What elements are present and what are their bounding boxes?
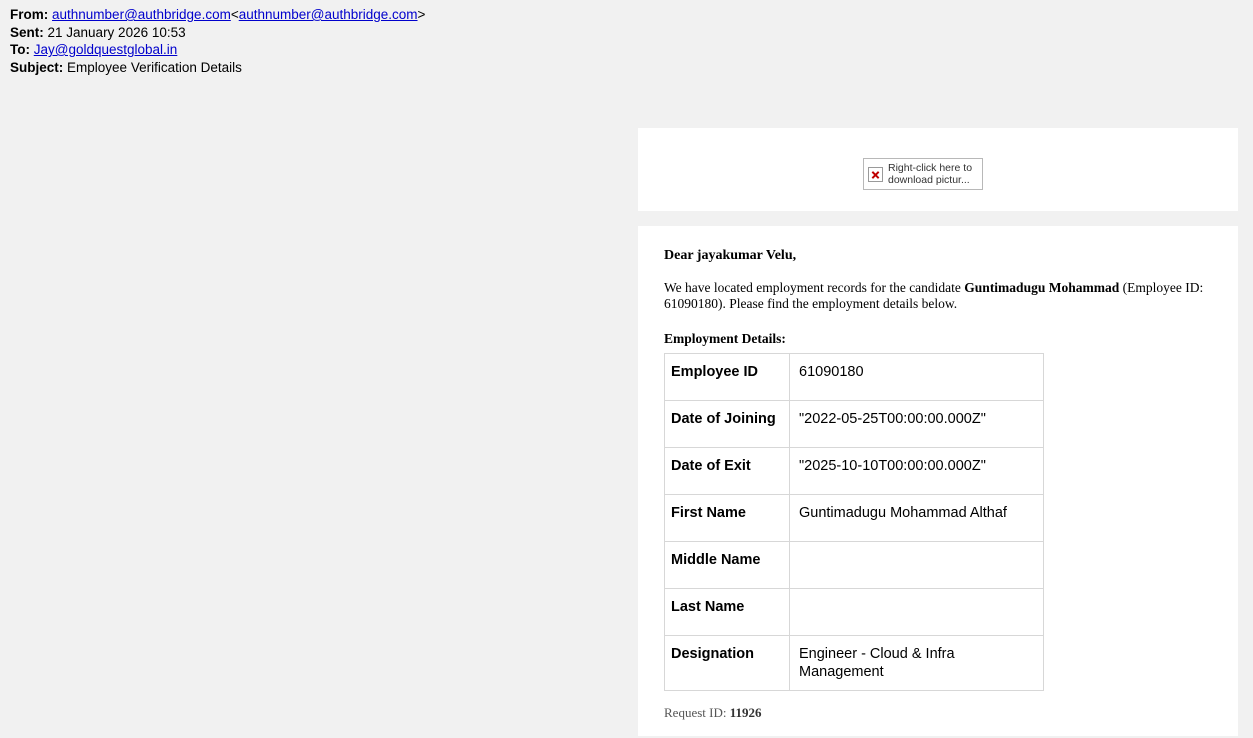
broken-image-icon: [868, 167, 883, 182]
intro-paragraph: [664, 280, 1209, 311]
email-subject-row: [10, 59, 1253, 77]
table-row: [665, 589, 1044, 636]
email-from-row: [10, 6, 1253, 24]
subject-value: Employee Verification Details: [67, 59, 242, 75]
row-value: "2025-10-10T00:00:00.000Z": [790, 448, 1044, 495]
row-key: Middle Name: [665, 542, 790, 589]
from-bracket-close: >: [417, 7, 426, 22]
to-address-link[interactable]: Jay@goldquestglobal.in: [33, 42, 178, 57]
intro-part-2: (Employee ID: 61090180). Please find the employment details below.: [664, 280, 1204, 311]
subject-label: Subject:: [10, 59, 64, 75]
intro-part-1: We have located employment records for the candidate: [664, 280, 965, 295]
row-value: Guntimadugu Mohammad Althaf: [790, 495, 1044, 542]
row-key: Last Name: [665, 589, 790, 636]
row-value: [790, 542, 1044, 589]
row-value: [790, 589, 1044, 636]
message-card: [638, 226, 1238, 736]
table-row: [665, 401, 1044, 448]
greeting-text: Dear jayakumar Velu,: [664, 248, 797, 263]
blocked-image-text: Right-click here to download pictur...: [888, 162, 973, 186]
table-row: [665, 495, 1044, 542]
from-label: From:: [10, 7, 49, 22]
row-key: Date of Exit: [665, 448, 790, 495]
row-value: Engineer - Cloud & Infra Management: [790, 636, 1044, 691]
request-id-label: Request ID:: [664, 705, 730, 720]
employment-details-title: Employment Details:: [664, 331, 786, 346]
table-row: [665, 542, 1044, 589]
from-bracket-open: <: [230, 7, 239, 22]
blocked-image-placeholder[interactable]: [863, 158, 983, 190]
row-key: Designation: [665, 636, 790, 691]
table-row: [665, 448, 1044, 495]
request-id-value: 11926: [729, 705, 762, 720]
sent-label: Sent:: [10, 24, 44, 40]
from-address-link-2[interactable]: authnumber@authbridge.com: [238, 7, 418, 22]
row-value: "2022-05-25T00:00:00.000Z": [790, 401, 1044, 448]
email-header: [0, 0, 1253, 76]
email-sent-row: [10, 24, 1253, 42]
row-key: Employee ID: [665, 354, 790, 401]
candidate-name: Guntimadugu Mohammad: [964, 280, 1120, 295]
table-row: [665, 636, 1044, 691]
employment-details-body: [665, 354, 1044, 691]
sent-value: 21 January 2026 10:53: [47, 24, 186, 40]
from-address-link[interactable]: authnumber@authbridge.com: [52, 7, 231, 22]
row-value: 61090180: [790, 354, 1044, 401]
table-row: [665, 354, 1044, 401]
row-key: First Name: [665, 495, 790, 542]
to-label: To:: [10, 42, 30, 57]
row-key: Date of Joining: [665, 401, 790, 448]
email-body: [0, 76, 1253, 736]
email-to-row: [10, 41, 1253, 59]
request-id-line: [664, 705, 1216, 721]
employment-details-table: [664, 353, 1044, 691]
banner-card: [638, 128, 1238, 211]
